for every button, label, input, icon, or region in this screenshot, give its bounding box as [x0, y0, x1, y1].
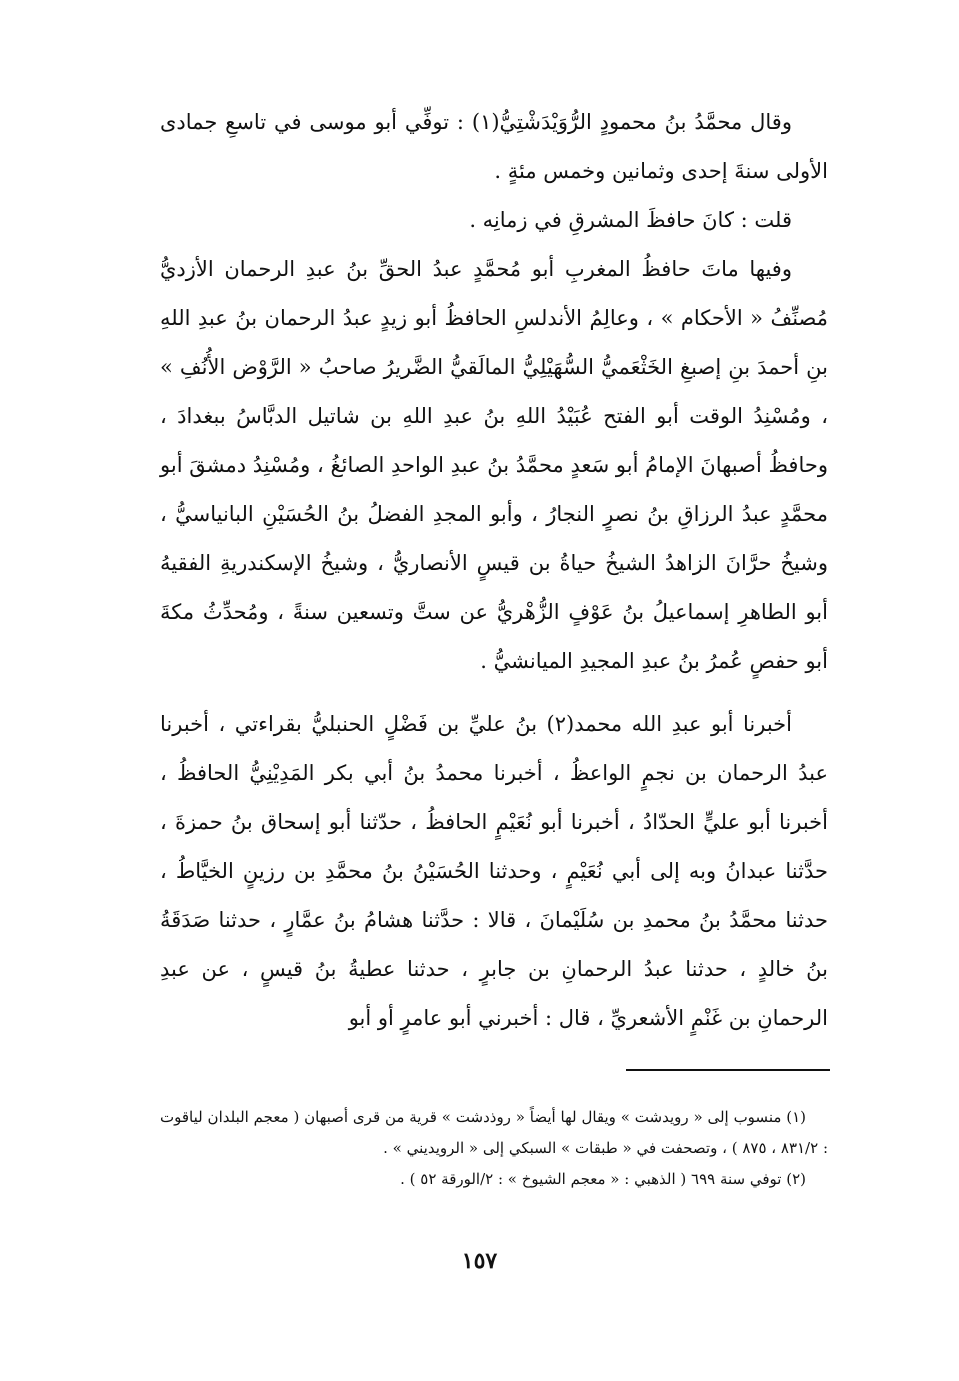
main-text-block: [160, 98, 828, 1043]
footnote-separator: [626, 1069, 830, 1071]
paragraph-isnad-chain: أخبرنا أبو عبدِ الله محمد(٢) بنُ عليِّ بن فَضْلٍ الحنبليُّ بقراءتي ، أخبرنا عبدُ الرحمان بن نجمٍ الواعظُ ، أخبرنا محمدُ بنُ أبي بكر المَدِيْنِيُّ الحافظُ ، أخبرنا أبو عليٍّ الحدّادُ ، أخبرنا أبو نُعَيْمٍ الحافظُ ، حدّثنا أبو إسحاق بنُ حمزةَ ، حدَّثنا عبدانُ وبه إلى أبي نُعَيْمٍ ، وحدثنا الحُسَيْنُ بنُ محمَّدِ بن رزينٍ الخيَّاطُ ، حدثنا محمَّدُ بنُ محمدِ بن سُلَيْمانَ ، قالا : حدَّثنا هشامُ بنُ عمَّارٍ ، حدثنا صَدَقَةُ بنُ خالدٍ ، حدثنا عبدُ الرحمانِ بن جابرٍ ، حدثنا عطيةُ بنُ قيسٍ ، عن عبدِ الرحمانِ بن غَنْمٍ الأشعريِّ ، قال : أخبرني أبو عامرٍ أو أبو: [160, 712, 828, 1030]
footnote-2: (٢) توفي سنة ٦٩٩ ( الذهبي : « معجم الشيوخ » : ٢/الورقة ٥٢ ) .: [400, 1170, 806, 1188]
footnotes-block: [160, 1102, 828, 1195]
footnote-1: (١) منسوب إلى « رويدشت » ويقال لها أيضاً « روذدشت » قرية من قرى أصبهان ( معجم البلدان لياقوت : ٨٣١/٢ ، ٨٧٥ ) ، وتصحفت في « طبقات » السبكي إلى « الرويديني » .: [160, 1108, 828, 1157]
page-number: ١٥٧: [461, 1248, 498, 1274]
paragraph-spacer: [160, 686, 828, 700]
paragraph-ruwaydashti: وقال محمَّدُ بنُ محمودٍ الرُّوَيْدَشْتِيُّ(١) : توفِّي أبو موسى في تاسعِ جمادى الأولى سنةَ إحدى وثمانين وخمس مئةٍ .: [160, 110, 828, 183]
paragraph-comment: قلت : كانَ حافظَ المشرقِ في زمانِه .: [469, 208, 792, 232]
paragraph-deaths-of-year: وفيها ماتَ حافظُ المغربِ أبو مُحمَّدٍ عبدُ الحقِّ بنُ عبدِ الرحمان الأزديُّ مُصنِّفُ « الأحكام » ، وعالِمُ الأندلسِ الحافظُ أبو زيدٍ عبدُ الرحمان بنُ عبدِ اللهِ بنِ أحمدَ بنِ إصبغِ الخَثْعَميُّ السُّهَيْلِيُّ المالَقيُّ الضَّريرُ صاحبُ « الرَّوْض الأُنُفِ » ، ومُسْنِدُ الوقت أبو الفتح عُبَيْدُ اللهِ بنُ عبدِ اللهِ بن شاتيل الدبَّاسُ ببغدادَ ، وحافظُ أصبهانَ الإمامُ أبو سَعدٍ محمَّدُ بنُ عبدِ الواحدِ الصائغُ ، ومُسْنِدُ دمشقَ أبو محمَّدٍ عبدُ الرزاقِ بنُ نصرٍ النجارُ ، وأبو المجدِ الفضلُ بنُ الحُسَيْنِ البانياسيُّ ، وشيخُ حرَّانَ الزاهدُ الشيخُ حياةُ بن قيسٍ الأنصاريُّ ، وشيخُ الإسكندريةِ الفقيهُ أبو الطاهرِ إسماعيلُ بنُ عَوْفٍ الزُّهْريُّ عن ستَّ وتسعين سنةً ، ومُحدِّثُ مكةَ أبو حفصٍ عُمرُ بنُ عبدِ المجيدِ الميانشيُّ .: [160, 257, 828, 673]
